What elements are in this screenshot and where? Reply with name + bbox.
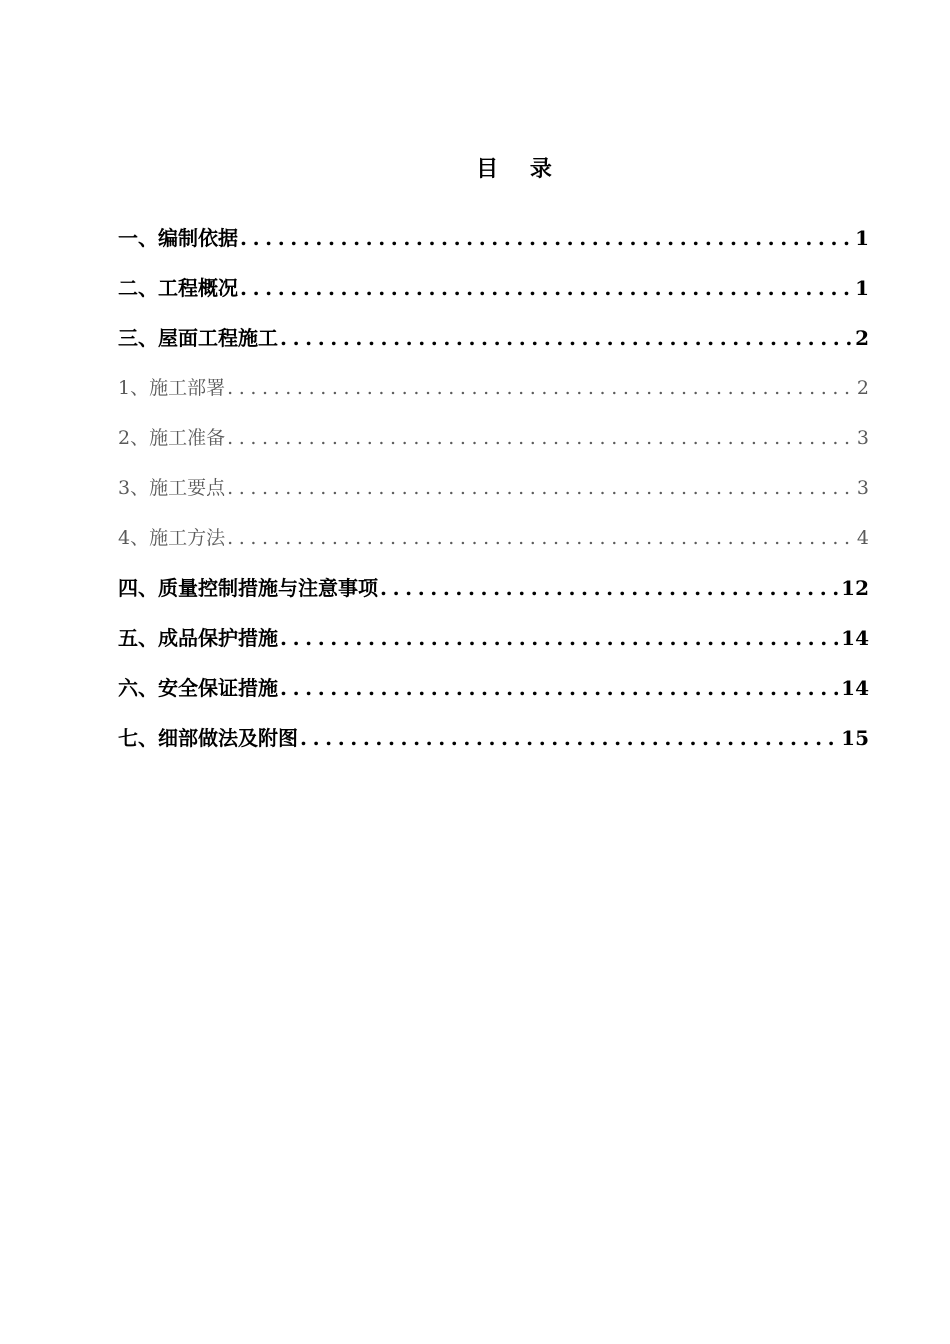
toc-entry-page-number: 15 xyxy=(841,726,869,750)
toc-entry-label: 七、细部做法及附图 xyxy=(118,726,298,750)
toc-entry-5[interactable] xyxy=(118,618,869,668)
toc-dot-leader xyxy=(380,568,839,608)
toc-entry-page-number: 1 xyxy=(855,276,869,300)
toc-entry-label: 4、施工方法 xyxy=(118,527,226,549)
toc-subentry-3-2[interactable] xyxy=(118,418,869,468)
toc-list xyxy=(118,218,869,768)
toc-dot-leader xyxy=(227,468,855,508)
toc-dot-leader xyxy=(240,218,853,258)
toc-entry-label: 三、屋面工程施工 xyxy=(118,326,278,350)
toc-subentry-3-4[interactable] xyxy=(118,518,869,568)
toc-dot-leader xyxy=(227,368,855,408)
toc-entry-label: 一、编制依据 xyxy=(118,226,238,250)
toc-entry-1[interactable] xyxy=(118,218,869,268)
toc-entry-label: 1、施工部署 xyxy=(118,377,226,399)
toc-entry-page-number: 4 xyxy=(856,527,869,549)
toc-dot-leader xyxy=(240,268,853,308)
toc-dot-leader xyxy=(280,618,839,658)
toc-entry-page-number: 3 xyxy=(856,477,869,499)
toc-entry-label: 六、安全保证措施 xyxy=(118,676,278,700)
toc-entry-7[interactable] xyxy=(118,718,869,768)
toc-dot-leader xyxy=(300,718,839,758)
toc-entry-label: 四、质量控制措施与注意事项 xyxy=(118,576,378,600)
toc-subentry-3-1[interactable] xyxy=(118,368,869,418)
toc-entry-page-number: 12 xyxy=(841,576,869,600)
toc-entry-label: 3、施工要点 xyxy=(118,477,226,499)
toc-entry-label: 二、工程概况 xyxy=(118,276,238,300)
toc-subentry-3-3[interactable] xyxy=(118,468,869,518)
toc-entry-4[interactable] xyxy=(118,568,869,618)
toc-entry-3[interactable] xyxy=(118,318,869,368)
toc-dot-leader xyxy=(227,418,855,458)
toc-entry-page-number: 14 xyxy=(841,676,869,700)
toc-dot-leader xyxy=(280,668,839,708)
toc-dot-leader xyxy=(280,318,853,358)
toc-entry-label: 2、施工准备 xyxy=(118,427,226,449)
toc-entry-6[interactable] xyxy=(118,668,869,718)
toc-entry-page-number: 2 xyxy=(855,326,869,350)
toc-entry-label: 五、成品保护措施 xyxy=(118,626,278,650)
toc-entry-page-number: 14 xyxy=(841,626,869,650)
toc-title: 目 录 xyxy=(476,156,564,182)
toc-entry-page-number: 3 xyxy=(856,427,869,449)
toc-entry-page-number: 2 xyxy=(856,377,869,399)
toc-entry-2[interactable] xyxy=(118,268,869,318)
toc-dot-leader xyxy=(227,518,855,558)
toc-entry-page-number: 1 xyxy=(855,226,869,250)
